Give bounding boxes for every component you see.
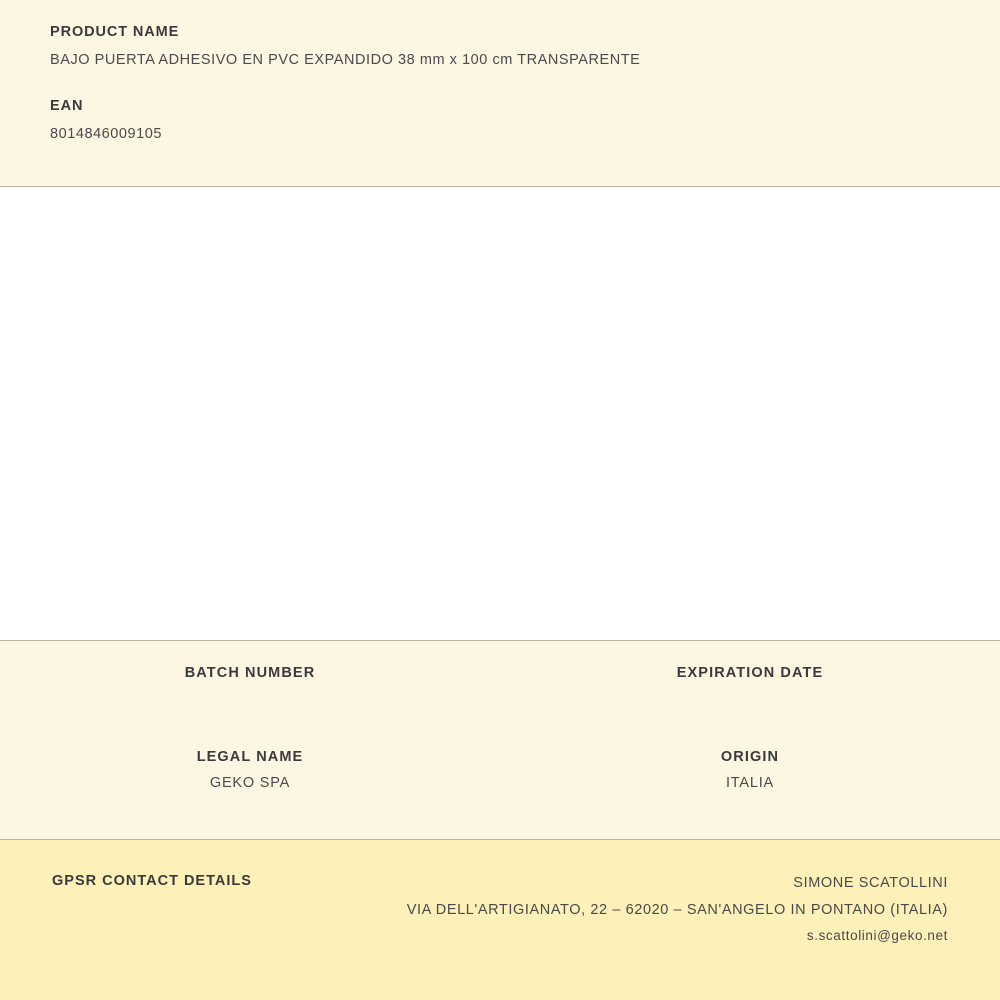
legal-value-row (0, 775, 1000, 791)
product-info-block (0, 0, 1000, 187)
product-name-label: PRODUCT NAME (50, 24, 180, 40)
legal-row-spacer (0, 765, 1000, 775)
origin-value: ITALIA (725, 775, 775, 791)
batch-number-label: BATCH NUMBER (184, 665, 316, 681)
batch-number-column (0, 665, 500, 681)
expiration-date-column (500, 665, 1000, 681)
batch-legal-block (0, 641, 1000, 840)
legal-name-value: GEKO SPA (209, 775, 291, 791)
legal-name-value-column (0, 775, 500, 791)
gpsr-email: s.scattolini@geko.net (806, 927, 948, 943)
product-name-value: BAJO PUERTA ADHESIVO EN PVC EXPANDIDO 38 mm x 100 cm TRANSPARENTE (50, 52, 641, 68)
product-name-group (50, 24, 950, 68)
gpsr-address: VIA DELL'ARTIGIANATO, 22 – 62020 – SAN'ANGELO IN PONTANO (ITALIA) (406, 901, 948, 918)
blank-content-area (0, 187, 1000, 641)
ean-group (50, 98, 950, 142)
batch-header-row (0, 665, 1000, 681)
ean-value: 8014846009105 (50, 126, 162, 142)
ean-label: EAN (50, 98, 84, 114)
batch-row-spacer (0, 681, 1000, 749)
origin-label: ORIGIN (720, 749, 780, 765)
expiration-date-label: EXPIRATION DATE (676, 665, 824, 681)
gpsr-contact-name: SIMONE SCATOLLINI (793, 875, 948, 891)
legal-name-label: LEGAL NAME (196, 749, 304, 765)
gpsr-contact-block (0, 840, 1000, 1000)
origin-column (500, 749, 1000, 765)
gpsr-label: GPSR CONTACT DETAILS (52, 873, 252, 889)
origin-value-column (500, 775, 1000, 791)
legal-header-row (0, 749, 1000, 765)
legal-name-column (0, 749, 500, 765)
